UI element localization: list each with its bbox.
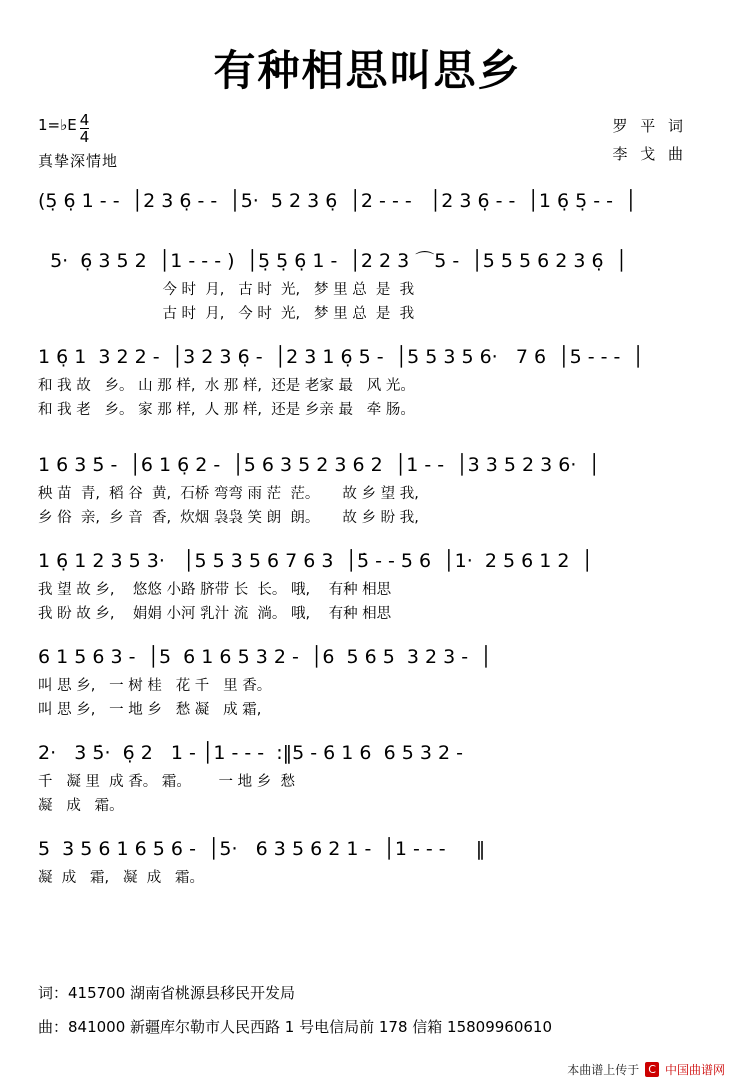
watermark-site: 中国曲谱网 bbox=[664, 1063, 725, 1077]
score-systems bbox=[0, 184, 735, 890]
footer-composer-address: 曲：841000 新疆库尔勒市人民西路 1 号电信局前 178 信箱 15809960610 bbox=[38, 1018, 553, 1036]
music-system bbox=[38, 340, 697, 422]
lyric-line: 我 盼 故 乡, 娟娟 小河 乳汁 流 淌。 哦, 有种 相思 bbox=[38, 606, 392, 622]
lyric-line: 我 望 故 乡, 悠悠 小路 脐带 长 长。 哦, 有种 相思 bbox=[38, 582, 392, 598]
sheet-music-page bbox=[0, 38, 735, 1088]
key-value: ♭E bbox=[60, 116, 77, 134]
lyric-line: 叫 思 乡, 一 地 乡 愁 凝 成 霜, bbox=[38, 702, 262, 718]
notation-line: 5· 6̣ 3 5 2 │1 - - - ) │5̣ 5̣ 6̣ 1 - │2 2 3 ⌒5 - │5 5 5 6 2 3 6̣ │ bbox=[38, 250, 628, 272]
lyric-line: 秧 苗 青, 稻 谷 黄, 石桥 弯弯 雨 茫 茫。 故 乡 望 我, bbox=[38, 486, 419, 502]
key-label: 1= bbox=[38, 116, 61, 134]
watermark bbox=[567, 1061, 725, 1078]
lyric-line: 乡 俗 亲, 乡 音 香, 炊烟 袅袅 笑 朗 朗。 故 乡 盼 我, bbox=[38, 510, 419, 526]
music-system bbox=[38, 736, 697, 818]
credits bbox=[612, 112, 687, 168]
composer-credit: 李 戈 曲 bbox=[612, 145, 687, 163]
lyric-line: 千 凝 里 成 香。 霜。 一 地 乡 愁 bbox=[38, 774, 295, 790]
music-system bbox=[38, 244, 697, 326]
notation-line: 1 6̣ 1 2 3 5 3· │5 5 3 5 6 7 6 3 │5̇ - - 5 6 │1· 2 5 6 1 2 │ bbox=[38, 550, 593, 572]
time-signature bbox=[80, 113, 90, 145]
lyric-line: 和 我 故 乡。 山 那 样, 水 那 样, 还是 老家 最 风 光。 bbox=[38, 378, 415, 394]
notation-line: (5̣ 6̣ 1 - - │2 3 6̣ - - │5· 5 2 3 6̣ │2 - - - │2 3 6̣ - - │1 6̣ 5̣ - - │ bbox=[38, 190, 637, 212]
lyricist-credit: 罗 平 词 bbox=[612, 117, 687, 135]
music-system bbox=[38, 832, 697, 890]
notation-line: 1 6̣ 1 3 2 2 - │3 2 3 6̣ - │2 3 1 6̣ 5 - │5 5 3 5 6· 7 6 │5 - - - │ bbox=[38, 346, 644, 368]
music-system bbox=[38, 544, 697, 626]
notation-line: 1 6 3 5̇ - │6 1 6̣ 2 - │5 6 3 5 2 3 6 2 │1 - - │3 3 5 2 3 6· │ bbox=[38, 454, 600, 476]
lyric-line: 凝 成 霜。 bbox=[38, 798, 124, 814]
score-header bbox=[0, 108, 735, 180]
music-system bbox=[38, 640, 697, 722]
lyric-line: 今 时 月, 古 时 光, 梦 里 总 是 我 bbox=[38, 282, 415, 298]
page-title: 有种相思叫思乡 bbox=[213, 46, 522, 95]
key-signature bbox=[38, 111, 90, 148]
lyric-line: 凝 成 霜, 凝 成 霜。 bbox=[38, 870, 205, 886]
footer-lyricist-address: 词：415700 湖南省桃源县移民开发局 bbox=[38, 984, 296, 1002]
site-logo-icon: C bbox=[645, 1062, 659, 1077]
watermark-prefix: 本曲谱上传于 bbox=[567, 1063, 640, 1077]
notation-line: 6 1 5 6 3 - │5 6 1 6 5 3 2 - │6 5 6 5 3 2 3 - │ bbox=[38, 646, 492, 668]
contact-footer bbox=[38, 976, 552, 1044]
music-system bbox=[38, 184, 697, 218]
time-numerator: 4 bbox=[79, 111, 90, 129]
notation-line: 5 3 5 6 1 6 5 6 - │5· 6 3 5 6 2 1 - │1 - - - ‖ bbox=[38, 838, 486, 860]
lyric-line: 古 时 月, 今 时 光, 梦 里 总 是 我 bbox=[38, 306, 415, 322]
lyric-line: 叫 思 乡, 一 树 桂 花 千 里 香。 bbox=[38, 678, 272, 694]
music-system bbox=[38, 448, 697, 530]
tempo-marking: 真挚深情地 bbox=[38, 152, 119, 170]
lyric-line: 和 我 老 乡。 家 那 样, 人 那 样, 还是 乡亲 最 牵 肠。 bbox=[38, 402, 415, 418]
notation-line: 2· 3 5̇· 6̣ 2 1 - │1 - - - :‖5 - 6 1 6 6 5 3 2 - bbox=[38, 742, 463, 764]
time-denominator: 4 bbox=[79, 128, 90, 146]
